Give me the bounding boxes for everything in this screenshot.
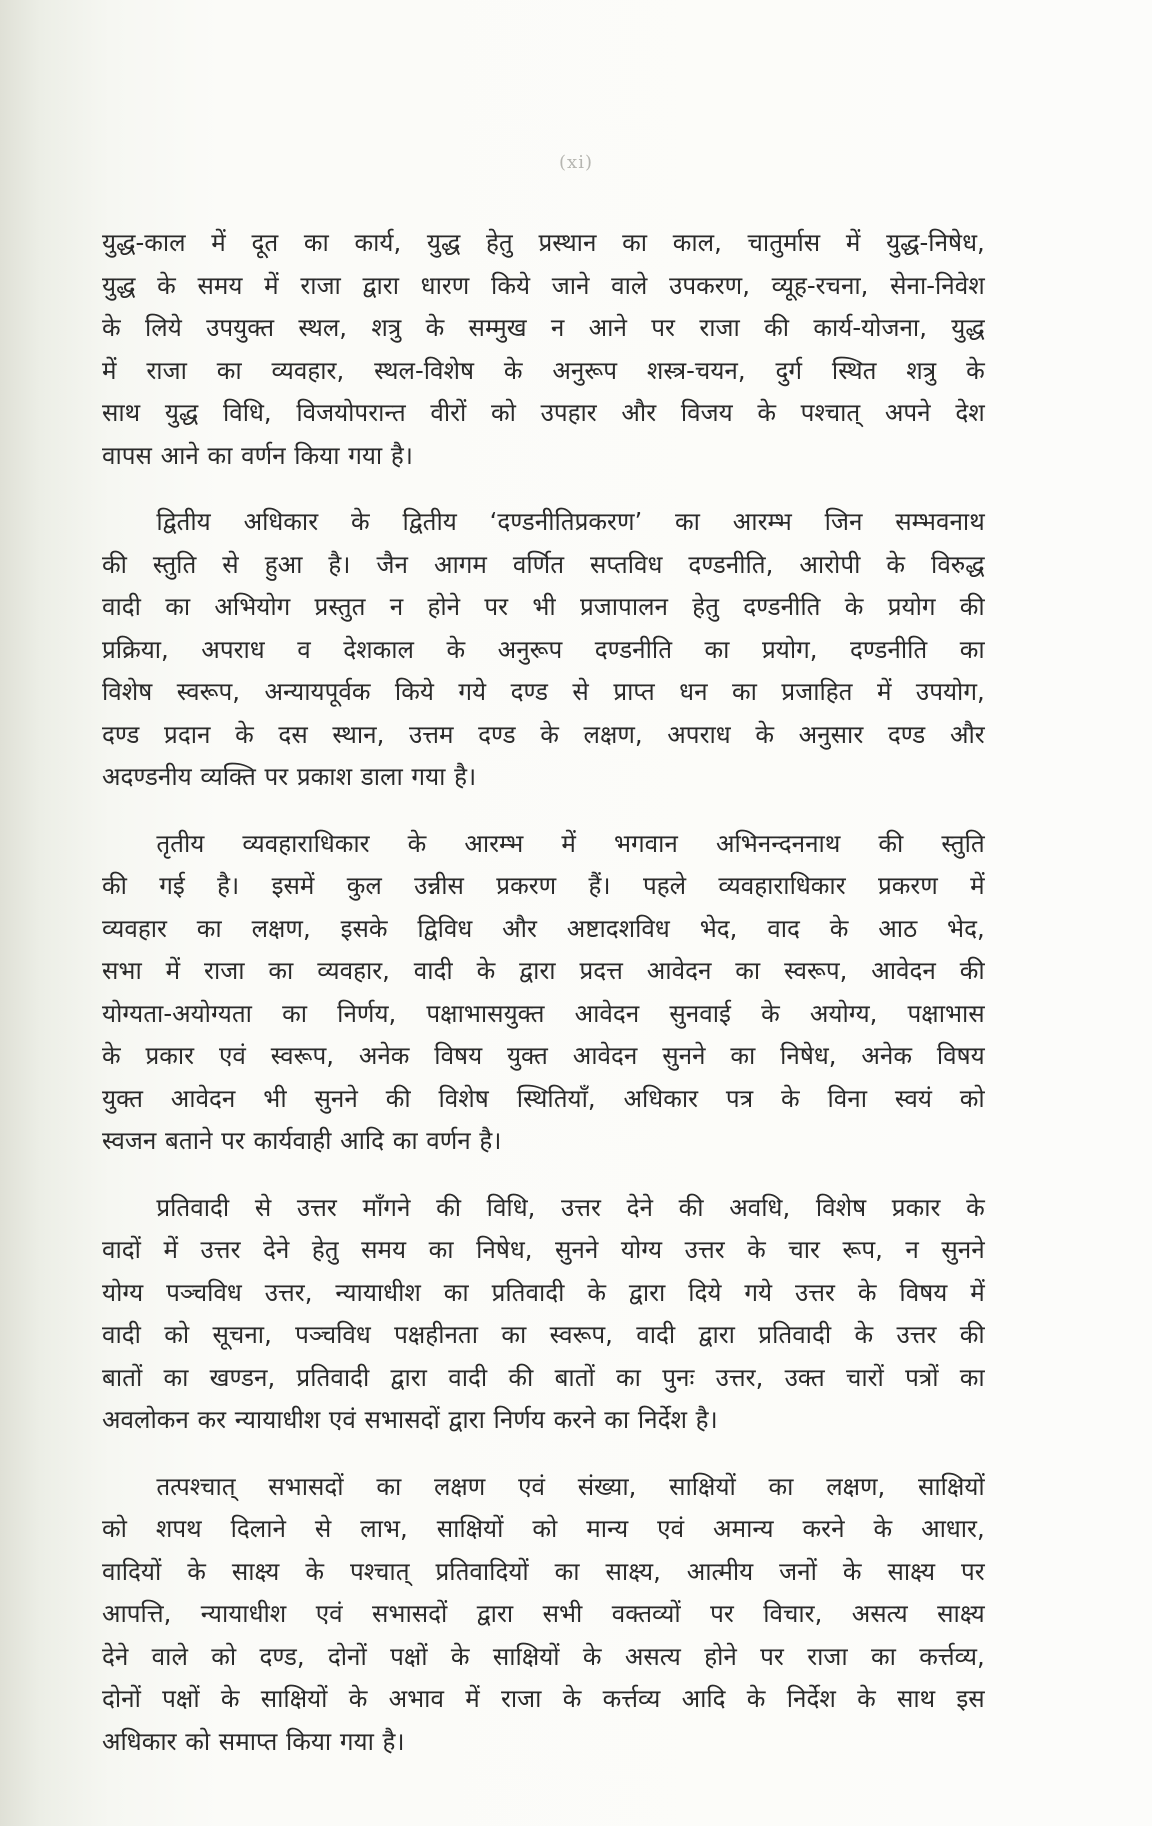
text-line: वापस आने का वर्णन किया गया है। bbox=[102, 440, 413, 470]
text-line: के प्रकार एवं स्वरूप, अनेक विषय युक्त आवेदन सुनने का निषेध, अनेक विषय bbox=[102, 1041, 985, 1070]
text-line: युक्त आवेदन भी सुनने की विशेष स्थितियाँ, अधिकार पत्र के विना स्वयं को bbox=[102, 1083, 985, 1113]
text-line: योग्यता-अयोग्यता का निर्णय, पक्षाभासयुक्त आवेदन सुनवाई के अयोग्य, पक्षाभास bbox=[102, 998, 985, 1028]
text-line: वादी को सूचना, पञ्चविध पक्षहीनता का स्वरूप, वादी द्वारा प्रतिवादी के उत्तर की bbox=[102, 1320, 985, 1349]
text-line: अधिकार को समाप्त किया गया है। bbox=[102, 1726, 405, 1756]
text-line: दोनों पक्षों के साक्षियों के अभाव में राजा के कर्त्तव्य आदि के निर्देश के साथ इस bbox=[102, 1684, 985, 1713]
text-line: सभा में राजा का व्यवहार, वादी के द्वारा प्रदत्त आवेदन का स्वरूप, आवेदन की bbox=[102, 956, 985, 985]
text-line: प्रतिवादी से उत्तर माँगने की विधि, उत्तर देने की अवधि, विशेष प्रकार के bbox=[156, 1192, 985, 1222]
text-line: देने वाले को दण्ड, दोनों पक्षों के साक्षियों के असत्य होने पर राजा का कर्त्तव्य, bbox=[102, 1641, 985, 1671]
page-body bbox=[102, 222, 1012, 1787]
text-line: वादियों के साक्ष्य के पश्चात् प्रतिवादियों का साक्ष्य, आत्मीय जनों के साक्ष्य पर bbox=[102, 1556, 985, 1586]
text-line: वादी का अभियोग प्रस्तुत न होने पर भी प्रजापालन हेतु दण्डनीति के प्रयोग की bbox=[102, 592, 985, 621]
text-line: प्रक्रिया, अपराध व देशकाल के अनुरूप दण्डनीति का प्रयोग, दण्डनीति का bbox=[102, 634, 985, 664]
text-line: द्वितीय अधिकार के द्वितीय ‘दण्डनीतिप्रकरण’ का आरम्भ जिन सम्भवनाथ bbox=[156, 507, 985, 536]
text-line: योग्य पञ्चविध उत्तर, न्यायाधीश का प्रतिवादी के द्वारा दिये गये उत्तर के विषय में bbox=[102, 1277, 985, 1307]
text-line: व्यवहार का लक्षण, इसके द्विविध और अष्टादशविध भेद, वाद के आठ भेद, bbox=[102, 913, 985, 943]
text-line: में राजा का व्यवहार, स्थल-विशेष के अनुरूप शस्त्र-चयन, दुर्ग स्थित शत्रु के bbox=[102, 355, 985, 385]
paragraph-vyavaharadhikara bbox=[102, 823, 985, 1163]
text-line: दण्ड प्रदान के दस स्थान, उत्तम दण्ड के लक्षण, अपराध के अनुसार दण्ड और bbox=[102, 719, 985, 749]
text-line: स्वजन बताने पर कार्यवाही आदि का वर्णन है। bbox=[102, 1126, 502, 1155]
text-line: को शपथ दिलाने से लाभ, साक्षियों को मान्य एवं अमान्य करने के आधार, bbox=[102, 1514, 985, 1543]
page-number: (xi) bbox=[559, 152, 593, 173]
text-line: युद्ध के समय में राजा द्वारा धारण किये जाने वाले उपकरण, व्यूह-रचना, सेना-निवेश bbox=[102, 270, 985, 300]
text-line: बातों का खण्डन, प्रतिवादी द्वारा वादी की बातों का पुनः उत्तर, उक्त चारों पत्रों का bbox=[102, 1362, 985, 1392]
paragraph-war-procedures bbox=[102, 222, 985, 477]
paragraph-witnesses bbox=[102, 1466, 985, 1764]
text-line: की स्तुति से हुआ है। जैन आगम वर्णित सप्तविध दण्डनीति, आरोपी के विरुद्ध bbox=[102, 549, 985, 579]
paragraph-defendant-reply bbox=[102, 1187, 985, 1442]
text-line: अवलोकन कर न्यायाधीश एवं सभासदों द्वारा निर्णय करने का निर्देश है। bbox=[102, 1405, 718, 1434]
text-line: की गई है। इसमें कुल उन्नीस प्रकरण हैं। पहले व्यवहाराधिकार प्रकरण में bbox=[102, 871, 985, 900]
text-line: के लिये उपयुक्त स्थल, शत्रु के सम्मुख न आने पर राजा की कार्य-योजना, युद्ध bbox=[102, 313, 985, 342]
text-line: अदण्डनीय व्यक्ति पर प्रकाश डाला गया है। bbox=[102, 762, 477, 791]
text-line: युद्ध-काल में दूत का कार्य, युद्ध हेतु प्रस्थान का काल, चातुर्मास में युद्ध-निषेध, bbox=[102, 228, 985, 257]
paragraph-dandaniti-prakarana bbox=[102, 501, 985, 799]
text-line: विशेष स्वरूप, अन्यायपूर्वक किये गये दण्ड से प्राप्त धन का प्रजाहित में उपयोग, bbox=[102, 677, 985, 706]
text-line: तृतीय व्यवहाराधिकार के आरम्भ में भगवान अभिनन्दननाथ की स्तुति bbox=[156, 828, 985, 858]
text-line: साथ युद्ध विधि, विजयोपरान्त वीरों को उपहार और विजय के पश्चात् अपने देश bbox=[102, 398, 985, 427]
text-line: वादों में उत्तर देने हेतु समय का निषेध, सुनने योग्य उत्तर के चार रूप, न सुनने bbox=[102, 1235, 985, 1264]
text-line: तत्पश्चात् सभासदों का लक्षण एवं संख्या, साक्षियों का लक्षण, साक्षियों bbox=[156, 1471, 985, 1501]
text-line: आपत्ति, न्यायाधीश एवं सभासदों द्वारा सभी वक्तव्यों पर विचार, असत्य साक्ष्य bbox=[102, 1599, 985, 1628]
